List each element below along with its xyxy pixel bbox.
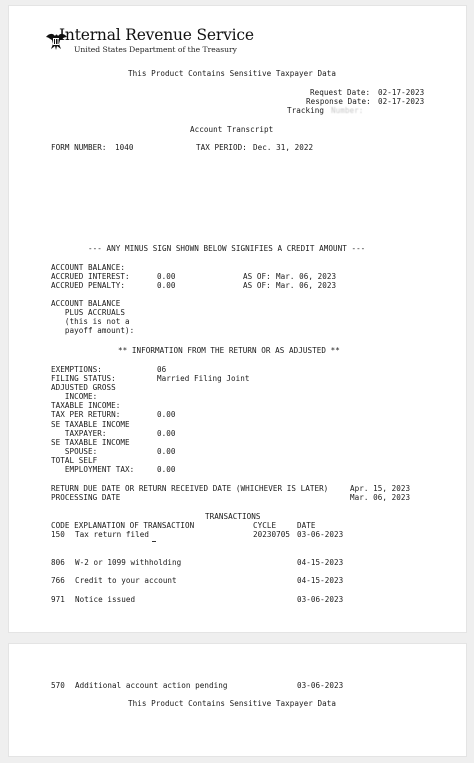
- tax-per-return: 0.00: [157, 410, 176, 419]
- transaction-explanation: Notice issued: [75, 595, 136, 604]
- plus-accruals-line-4: payoff amount):: [51, 326, 135, 335]
- agency-name: Internal Revenue Service: [59, 26, 254, 44]
- request-date: 02-17-2023: [378, 88, 425, 97]
- tracking-number-redacted: Number:: [331, 106, 364, 115]
- transaction-explanation: W-2 or 1099 withholding: [75, 558, 182, 567]
- accrued-interest-label: ACCRUED INTEREST:: [51, 272, 130, 281]
- plus-accruals-line-3: (this is not a: [51, 317, 130, 326]
- transactions-col-date: DATE: [297, 521, 316, 530]
- sensitive-notice-bottom: This Product Contains Sensitive Taxpayer Data: [128, 699, 336, 708]
- due-date-label: RETURN DUE DATE OR RETURN RECEIVED DATE (WHICHEVER IS LATER): [51, 484, 329, 493]
- transaction-date: 03-06-2023: [297, 595, 344, 604]
- sensitive-notice-top: This Product Contains Sensitive Taxpayer Data: [128, 69, 336, 78]
- as-of-date-interest: Mar. 06, 2023: [276, 272, 337, 281]
- processing-date: Mar. 06, 2023: [350, 493, 411, 502]
- agi-label-2: INCOME:: [51, 392, 98, 401]
- minus-sign-notice: --- ANY MINUS SIGN SHOWN BELOW SIGNIFIES A CREDIT AMOUNT ---: [88, 244, 366, 253]
- transaction-date: 04-15-2023: [297, 576, 344, 585]
- accrued-interest: 0.00: [157, 272, 176, 281]
- transaction-date: 03-06-2023: [297, 681, 344, 690]
- total-se-label-2: EMPLOYMENT TAX:: [51, 465, 135, 474]
- tracking-label: Tracking: [287, 106, 324, 115]
- tax-per-return-label: TAX PER RETURN:: [51, 410, 121, 419]
- transaction-code: 971: [51, 595, 65, 604]
- se-taxpayer-label-2: TAXPAYER:: [51, 429, 107, 438]
- transaction-code: 806: [51, 558, 65, 567]
- due-date: Apr. 15, 2023: [350, 484, 411, 493]
- return-info-heading: ** INFORMATION FROM THE RETURN OR AS ADJUSTED **: [118, 346, 340, 355]
- se-taxpayer: 0.00: [157, 429, 176, 438]
- accrued-penalty-label: ACCRUED PENALTY:: [51, 281, 125, 290]
- filing-status-label: FILING STATUS:: [51, 374, 116, 383]
- exemptions: 06: [157, 365, 167, 374]
- transaction-code: 150: [51, 530, 65, 539]
- transactions-col-code-explanation: CODE EXPLANATION OF TRANSACTION: [51, 521, 195, 530]
- agi-label-1: ADJUSTED GROSS: [51, 383, 116, 392]
- transaction-explanation: Credit to your account: [75, 576, 177, 585]
- se-taxpayer-label-1: SE TAXABLE INCOME: [51, 420, 130, 429]
- transaction-explanation: Tax return filed: [75, 530, 149, 539]
- se-spouse: 0.00: [157, 447, 176, 456]
- plus-accruals-line-1: ACCOUNT BALANCE: [51, 299, 121, 308]
- response-date-label: Response Date:: [306, 97, 371, 106]
- filing-status: Married Filing Joint: [157, 374, 250, 383]
- transactions-col-cycle: CYCLE: [253, 521, 277, 530]
- tax-period: Dec. 31, 2022: [253, 143, 314, 152]
- transaction-date: 03-06-2023: [297, 530, 344, 539]
- form-number-label: FORM NUMBER:: [51, 143, 107, 152]
- taxable-income-label: TAXABLE INCOME:: [51, 401, 121, 410]
- tax-period-label: TAX PERIOD:: [196, 143, 247, 152]
- response-date: 02-17-2023: [378, 97, 425, 106]
- se-spouse-label-1: SE TAXABLE INCOME: [51, 438, 130, 447]
- as-of-date-penalty: Mar. 06, 2023: [276, 281, 337, 290]
- transaction-code: 570: [51, 681, 65, 690]
- total-se: 0.00: [157, 465, 176, 474]
- transactions-heading: TRANSACTIONS: [205, 512, 261, 521]
- account-balance-label: ACCOUNT BALANCE:: [51, 263, 125, 272]
- transaction-cycle: 20230705: [253, 530, 290, 539]
- as-of-label-interest: AS OF:: [243, 272, 271, 281]
- form-number: 1040: [115, 143, 134, 152]
- transcript-title: Account Transcript: [190, 125, 274, 134]
- department-name: United States Department of the Treasury: [74, 45, 237, 54]
- exemptions-label: EXEMPTIONS:: [51, 365, 102, 374]
- request-date-label: Request Date:: [310, 88, 371, 97]
- stray-dash-mark: [152, 541, 156, 542]
- total-se-label-1: TOTAL SELF: [51, 456, 98, 465]
- se-spouse-label-2: SPOUSE:: [51, 447, 98, 456]
- processing-date-label: PROCESSING DATE: [51, 493, 121, 502]
- transaction-date: 04-15-2023: [297, 558, 344, 567]
- transaction-explanation: Additional account action pending: [75, 681, 228, 690]
- plus-accruals-line-2: PLUS ACCRUALS: [51, 308, 125, 317]
- transaction-code: 766: [51, 576, 65, 585]
- accrued-penalty: 0.00: [157, 281, 176, 290]
- as-of-label-penalty: AS OF:: [243, 281, 271, 290]
